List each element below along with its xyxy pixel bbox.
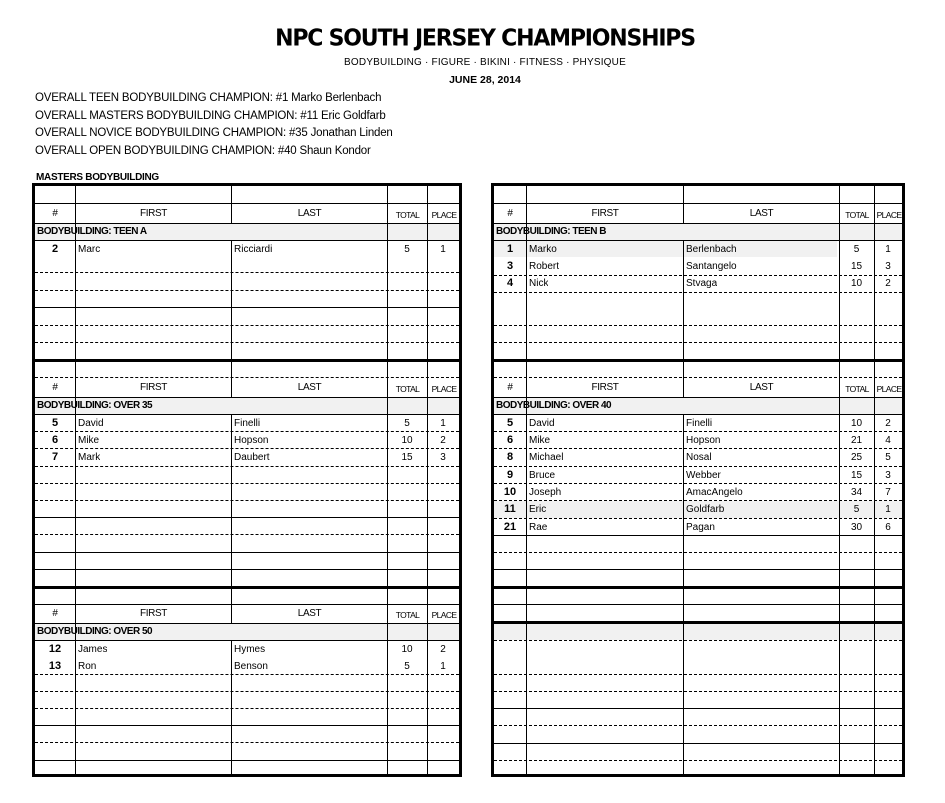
- col-header-number: #: [507, 382, 513, 393]
- col-header-place: PLACE: [431, 610, 457, 620]
- champion-teen: OVERALL TEEN BODYBUILDING CHAMPION: #1 Marko Berlenbach: [35, 92, 382, 104]
- col-header-first: FIRST: [591, 382, 619, 393]
- category-over-50: BODYBUILDING: OVER 50: [37, 626, 153, 637]
- section-label: MASTERS BODYBUILDING: [36, 172, 159, 183]
- champion-masters: OVERALL MASTERS BODYBUILDING CHAMPION: #11 Eric Goldfarb: [35, 109, 386, 122]
- page-title: NPC SOUTH JERSEY CHAMPIONSHIPS: [275, 25, 695, 52]
- col-header-place: PLACE: [876, 210, 902, 220]
- category-over-40: BODYBUILDING: OVER 40: [496, 400, 612, 411]
- col-header-last: LAST: [749, 208, 774, 219]
- col-header-total: TOTAL: [395, 384, 420, 394]
- page-subtitle: BODYBUILDING · FIGURE · BIKINI · FITNESS · PHYSIQUE: [344, 57, 626, 68]
- col-header-last: LAST: [297, 608, 322, 619]
- results-table-left: # FIRST LAST TOTAL PLACE BODYBUILDING: TEEN A 2 Marc Ricciardi 5 1 # FIRST LAST TOTAL PLACE BODYBUILDING: OVER 35 5 David Finelli 5 1 6 Mike Hopson 10 2 7 Mark Daubert 15 3 # FIRST LAST TOTAL PLACE BODYBUILDING: OVER 50 12 James Hymes 10 2 13 Ron Benson 5 1: [32, 183, 462, 777]
- col-header-first: FIRST: [591, 208, 619, 219]
- col-header-first: FIRST: [140, 208, 167, 219]
- champion-open: OVERALL OPEN BODYBUILDING CHAMPION: #40 Shaun Kondor: [35, 144, 371, 157]
- overall-champions: [35, 90, 393, 160]
- champion-novice: OVERALL NOVICE BODYBUILDING CHAMPION: #35 Jonathan Linden: [35, 127, 393, 139]
- col-header-last: LAST: [297, 382, 322, 393]
- col-header-number: #: [52, 208, 58, 219]
- col-header-place: PLACE: [431, 210, 457, 220]
- col-header-last: LAST: [297, 208, 322, 219]
- col-header-number: #: [52, 382, 58, 393]
- col-header-place: PLACE: [431, 384, 457, 394]
- col-header-number: #: [507, 208, 513, 219]
- col-header-total: TOTAL: [845, 384, 869, 394]
- col-header-total: TOTAL: [845, 210, 869, 220]
- col-header-number: #: [52, 608, 58, 619]
- results-table-right: # FIRST LAST TOTAL PLACE BODYBUILDING: TEEN B 1 Marko Berlenbach 5 1 3 Robert Santangelo 15 3 4 Nick Stvaga 10 2 # FIRST LAST TOTAL PLACE BODYBUILDING: OVER 40 5 David Finelli 10 2 6 Mike Hopson 21 4 8 Michael Nosal 25 5 9 Bruce Webber 15 3 10 Joseph AmacAngelo 34 7 11 Eric Goldfarb 5 1 21 Rae Pagan 30 6: [491, 183, 905, 777]
- category-over-35: BODYBUILDING: OVER 35: [37, 400, 153, 411]
- category-teen-a: BODYBUILDING: TEEN A: [37, 226, 147, 237]
- event-date: JUNE 28, 2014: [449, 74, 521, 86]
- category-teen-b: BODYBUILDING: TEEN B: [496, 226, 606, 237]
- col-header-total: TOTAL: [395, 210, 420, 220]
- col-header-first: FIRST: [140, 608, 167, 619]
- col-header-last: LAST: [749, 382, 774, 393]
- col-header-first: FIRST: [140, 382, 167, 393]
- col-header-place: PLACE: [876, 384, 902, 394]
- col-header-total: TOTAL: [395, 610, 420, 620]
